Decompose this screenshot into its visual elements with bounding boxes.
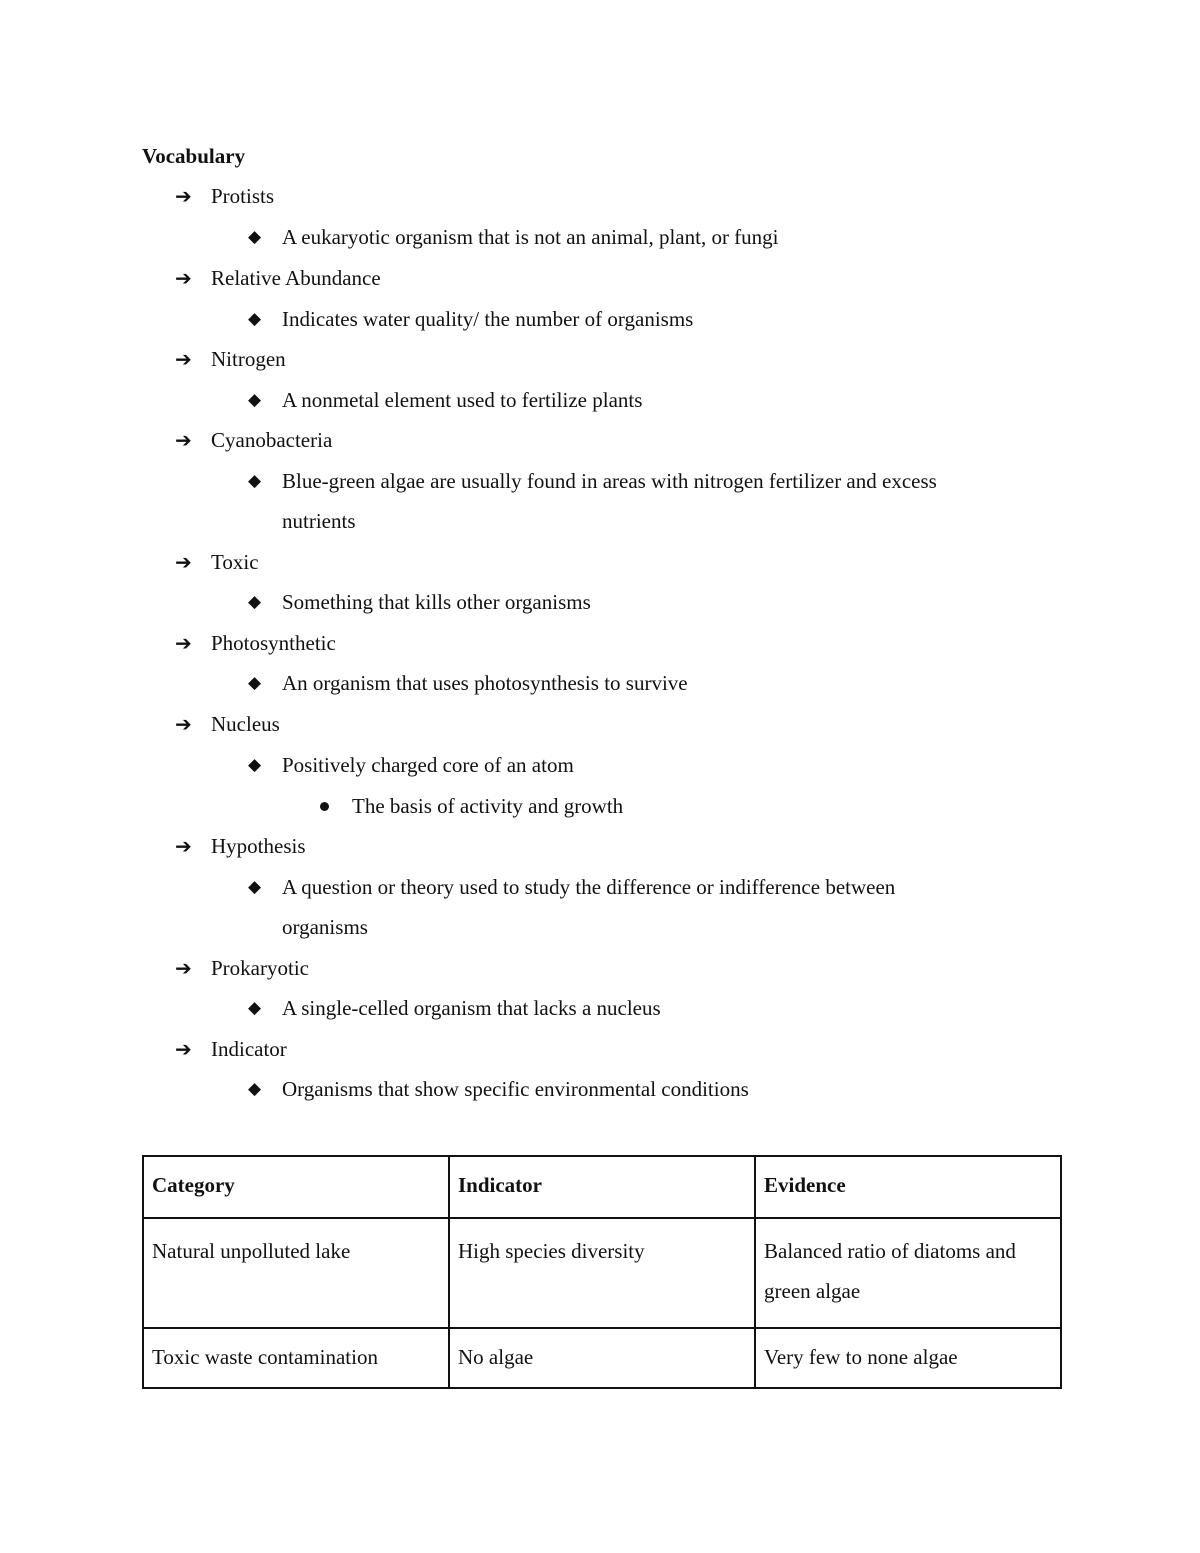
arrow-right-icon: ➔ [175, 550, 192, 574]
diamond-icon: ◆ [248, 877, 262, 897]
term-label: Indicator [211, 1037, 287, 1061]
table-row [143, 1328, 1061, 1388]
definition-item [248, 587, 591, 617]
term-label: Nitrogen [211, 347, 286, 371]
diamond-icon: ◆ [248, 1079, 262, 1099]
definition-item [248, 872, 895, 902]
definition-text: Something that kills other organisms [282, 590, 591, 614]
term-label: Hypothesis [211, 834, 306, 858]
definition-item [248, 750, 574, 780]
page-heading: Vocabulary [142, 144, 246, 168]
diamond-icon: ◆ [248, 471, 262, 491]
term-label: Protists [211, 184, 275, 208]
table-cell: No algae [449, 1328, 755, 1388]
term-label: Photosynthetic [211, 631, 336, 655]
term-item [175, 1034, 287, 1064]
arrow-right-icon: ➔ [175, 834, 192, 858]
sub-definition-item [320, 791, 623, 821]
term-item [175, 181, 274, 211]
sub-definition-text: The basis of activity and growth [352, 794, 624, 818]
definition-text: Organisms that show specific environmental conditions [282, 1077, 749, 1101]
arrow-right-icon: ➔ [175, 1037, 192, 1061]
term-label: Toxic [211, 550, 259, 574]
table-cell: High species diversity [449, 1218, 755, 1328]
arrow-right-icon: ➔ [175, 956, 192, 980]
diamond-icon: ◆ [248, 673, 262, 693]
indicator-table [142, 1155, 1062, 1389]
definition-item [248, 668, 688, 698]
definition-continuation: organisms [282, 915, 368, 939]
table-cell: Balanced ratio of diatoms and green algae [755, 1218, 1061, 1328]
term-item [175, 953, 309, 983]
definition-item [248, 304, 693, 334]
table-header-cell: Indicator [449, 1156, 755, 1218]
definition-item [248, 385, 642, 415]
table-cell: Very few to none algae [755, 1328, 1061, 1388]
term-label: Prokaryotic [211, 956, 309, 980]
term-item [175, 831, 306, 861]
arrow-right-icon: ➔ [175, 631, 192, 655]
definition-text: Indicates water quality/ the number of organisms [282, 307, 694, 331]
definition-text: An organism that uses photosynthesis to survive [282, 671, 688, 695]
definition-continuation: nutrients [282, 509, 356, 533]
circle-bullet-icon [320, 802, 329, 811]
table-cell: Toxic waste contamination [143, 1328, 449, 1388]
arrow-right-icon: ➔ [175, 347, 192, 371]
term-item [175, 709, 280, 739]
arrow-right-icon: ➔ [175, 428, 192, 452]
table-header-row [143, 1156, 1061, 1218]
table-row [143, 1218, 1061, 1328]
term-label: Cyanobacteria [211, 428, 333, 452]
definition-text: A single-celled organism that lacks a nucleus [282, 996, 661, 1020]
table-header-cell: Evidence [755, 1156, 1061, 1218]
term-item [175, 547, 259, 577]
term-item [175, 263, 381, 293]
diamond-icon: ◆ [248, 227, 262, 247]
definition-text: Blue-green algae are usually found in areas with nitrogen fertilizer and excess [282, 469, 937, 493]
term-item [175, 344, 286, 374]
diamond-icon: ◆ [248, 755, 262, 775]
definition-text: A nonmetal element used to fertilize plants [282, 388, 643, 412]
arrow-right-icon: ➔ [175, 184, 192, 208]
diamond-icon: ◆ [248, 390, 262, 410]
definition-item [248, 1074, 749, 1104]
definition-text: A eukaryotic organism that is not an animal, plant, or fungi [282, 225, 779, 249]
term-item [175, 425, 332, 455]
table-header-cell: Category [143, 1156, 449, 1218]
definition-text: A question or theory used to study the difference or indifference between [282, 875, 896, 899]
term-item [175, 628, 336, 658]
definition-item [248, 222, 779, 252]
arrow-right-icon: ➔ [175, 712, 192, 736]
definition-item [248, 993, 661, 1023]
diamond-icon: ◆ [248, 998, 262, 1018]
definition-text: Positively charged core of an atom [282, 753, 574, 777]
definition-item [248, 466, 937, 496]
term-label: Nucleus [211, 712, 280, 736]
arrow-right-icon: ➔ [175, 266, 192, 290]
diamond-icon: ◆ [248, 592, 262, 612]
diamond-icon: ◆ [248, 309, 262, 329]
term-label: Relative Abundance [211, 266, 381, 290]
table-cell: Natural unpolluted lake [143, 1218, 449, 1328]
